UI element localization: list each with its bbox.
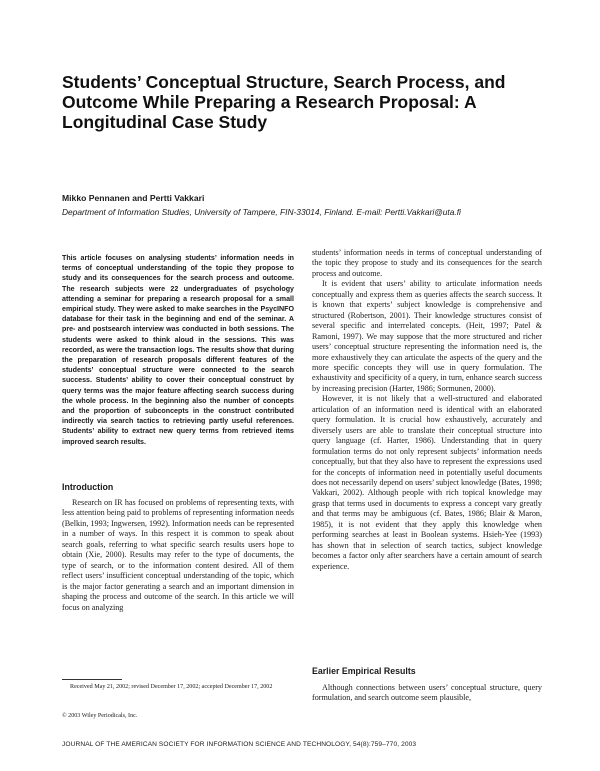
journal-citation-footer: JOURNAL OF THE AMERICAN SOCIETY FOR INFORMATION SCIENCE AND TECHNOLOGY, 54(8):759–770, 2003 — [62, 741, 417, 748]
footnote-divider — [62, 679, 122, 680]
author-affiliation: Department of Information Studies, University of Tampere, FIN-33014, Finland. E-mail: Pertti.Vakkari@uta.fi — [62, 207, 461, 217]
introduction-paragraph: Research on IR has focused on problems of representing texts, with less attention being paid to problems of representing information needs (Belkin, 1993; Ingwersen, 1992). Information needs can be represented in a number of ways. In this respect it is common to speak about search goals, referring to what specific search results users hope to obtain (Xie, 2000). Results may refer to the type of documents, the type of search, or to the information content desired. All of them reflect users’ insufficient conceptual understanding of the topic, which is the major factor generating a search and an important dimension in shaping the process and outcome of the search. In this article we will focus on analyzing — [62, 498, 294, 612]
body-paragraph: It is evident that users’ ability to articulate information needs conceptually and express them as queries affects the search success. It is known that experts’ subject knowledge is comprehensive and structured (Robertson, 2001). Their knowledge structures consist of several specific and interrelated concepts. (Heit, 1997; Patel & Ramoni, 1997). We may suppose that the more structured and richer users’ conceptual structure representing the information need is, the more exhaustively they can articulate the aspects of the query and the more specific concepts they will use in query formulation. The exhaustivity and specificity of a query, in turn, enhance search success by increasing precision (Harter, 1986; Sormunen, 2000). — [312, 279, 542, 393]
right-column-body — [312, 248, 542, 572]
article-title: Students’ Conceptual Structure, Search Process, and Outcome While Preparing a Research Proposal: A Longitudinal Case Study — [62, 72, 506, 132]
author-list: Mikko Pennanen and Pertti Vakkari — [62, 193, 205, 203]
introduction-body — [62, 498, 294, 613]
earlier-results-paragraph: Although connections between users’ conceptual structure, query formulation, and search outcome seem plausible, — [312, 683, 542, 703]
earlier-results-heading: Earlier Empirical Results — [312, 666, 416, 676]
received-dates-footnote: Received May 21, 2002; revised December 17, 2002; accepted December 17, 2002 — [70, 684, 273, 690]
abstract: This article focuses on analysing students’ information needs in terms of conceptual understanding of the topic they propose to study and its consequences for the search process and outcome. The research subjects were 22 undergraduates of psychology attending a seminar for preparing a research proposal for a small empirical study. They were asked to make searches in the PsycINFO database for their task in the beginning and end of the seminar. A pre- and postsearch interview was conducted in both sessions. The students were asked to think aloud in the sessions. This was recorded, as were the transaction logs. The results show that during the preparation of research proposals different features of the students’ conceptual structure were connected to the search success. Students’ ability to cover their conceptual construct by query terms was the major feature affecting search success during the whole process. In the beginning also the number of concepts and the proportion of subconcepts in the construct contributed indirectly via search tactics to retrieving partly useful references. Students’ ability to extract new query terms from retrieved items improved search results. — [62, 254, 294, 446]
earlier-results-body — [312, 683, 542, 704]
continued-paragraph: students’ information needs in terms of conceptual understanding of the topic they propose to study and its consequences for the search process and outcome. — [312, 248, 542, 278]
body-paragraph: However, it is not likely that a well-structured and elaborated articulation of an information need is identical with an elaborated query formulation. It is crucial how exhaustively, accurately and diversely users are able to translate their conceptual structure into query language (cf. Harter, 1986). Understanding that in query formulation terms do not only represent subjects’ information needs conceptually, but that they also have to represent the expressions used for the concepts of information need in potentially useful documents does not necessarily depend on users’ subject knowledge (Bates, 1998; Vakkari, 2002). Although people with rich topical knowledge may grasp that terms used in documents to express a concept vary greatly and that terms may be ambiguous (cf. Bates, 1986; Blair & Maron, 1985), it is not evident that they apply this knowledge when performing searches at least in Boolean systems. Hsieh-Yee (1993) has shown that in selection of search tactics, subject knowledge becomes a factor only after searchers have a certain amount of search experience. — [312, 394, 542, 571]
introduction-heading: Introduction — [62, 482, 114, 492]
copyright-notice: © 2003 Wiley Periodicals, Inc. — [62, 713, 138, 719]
